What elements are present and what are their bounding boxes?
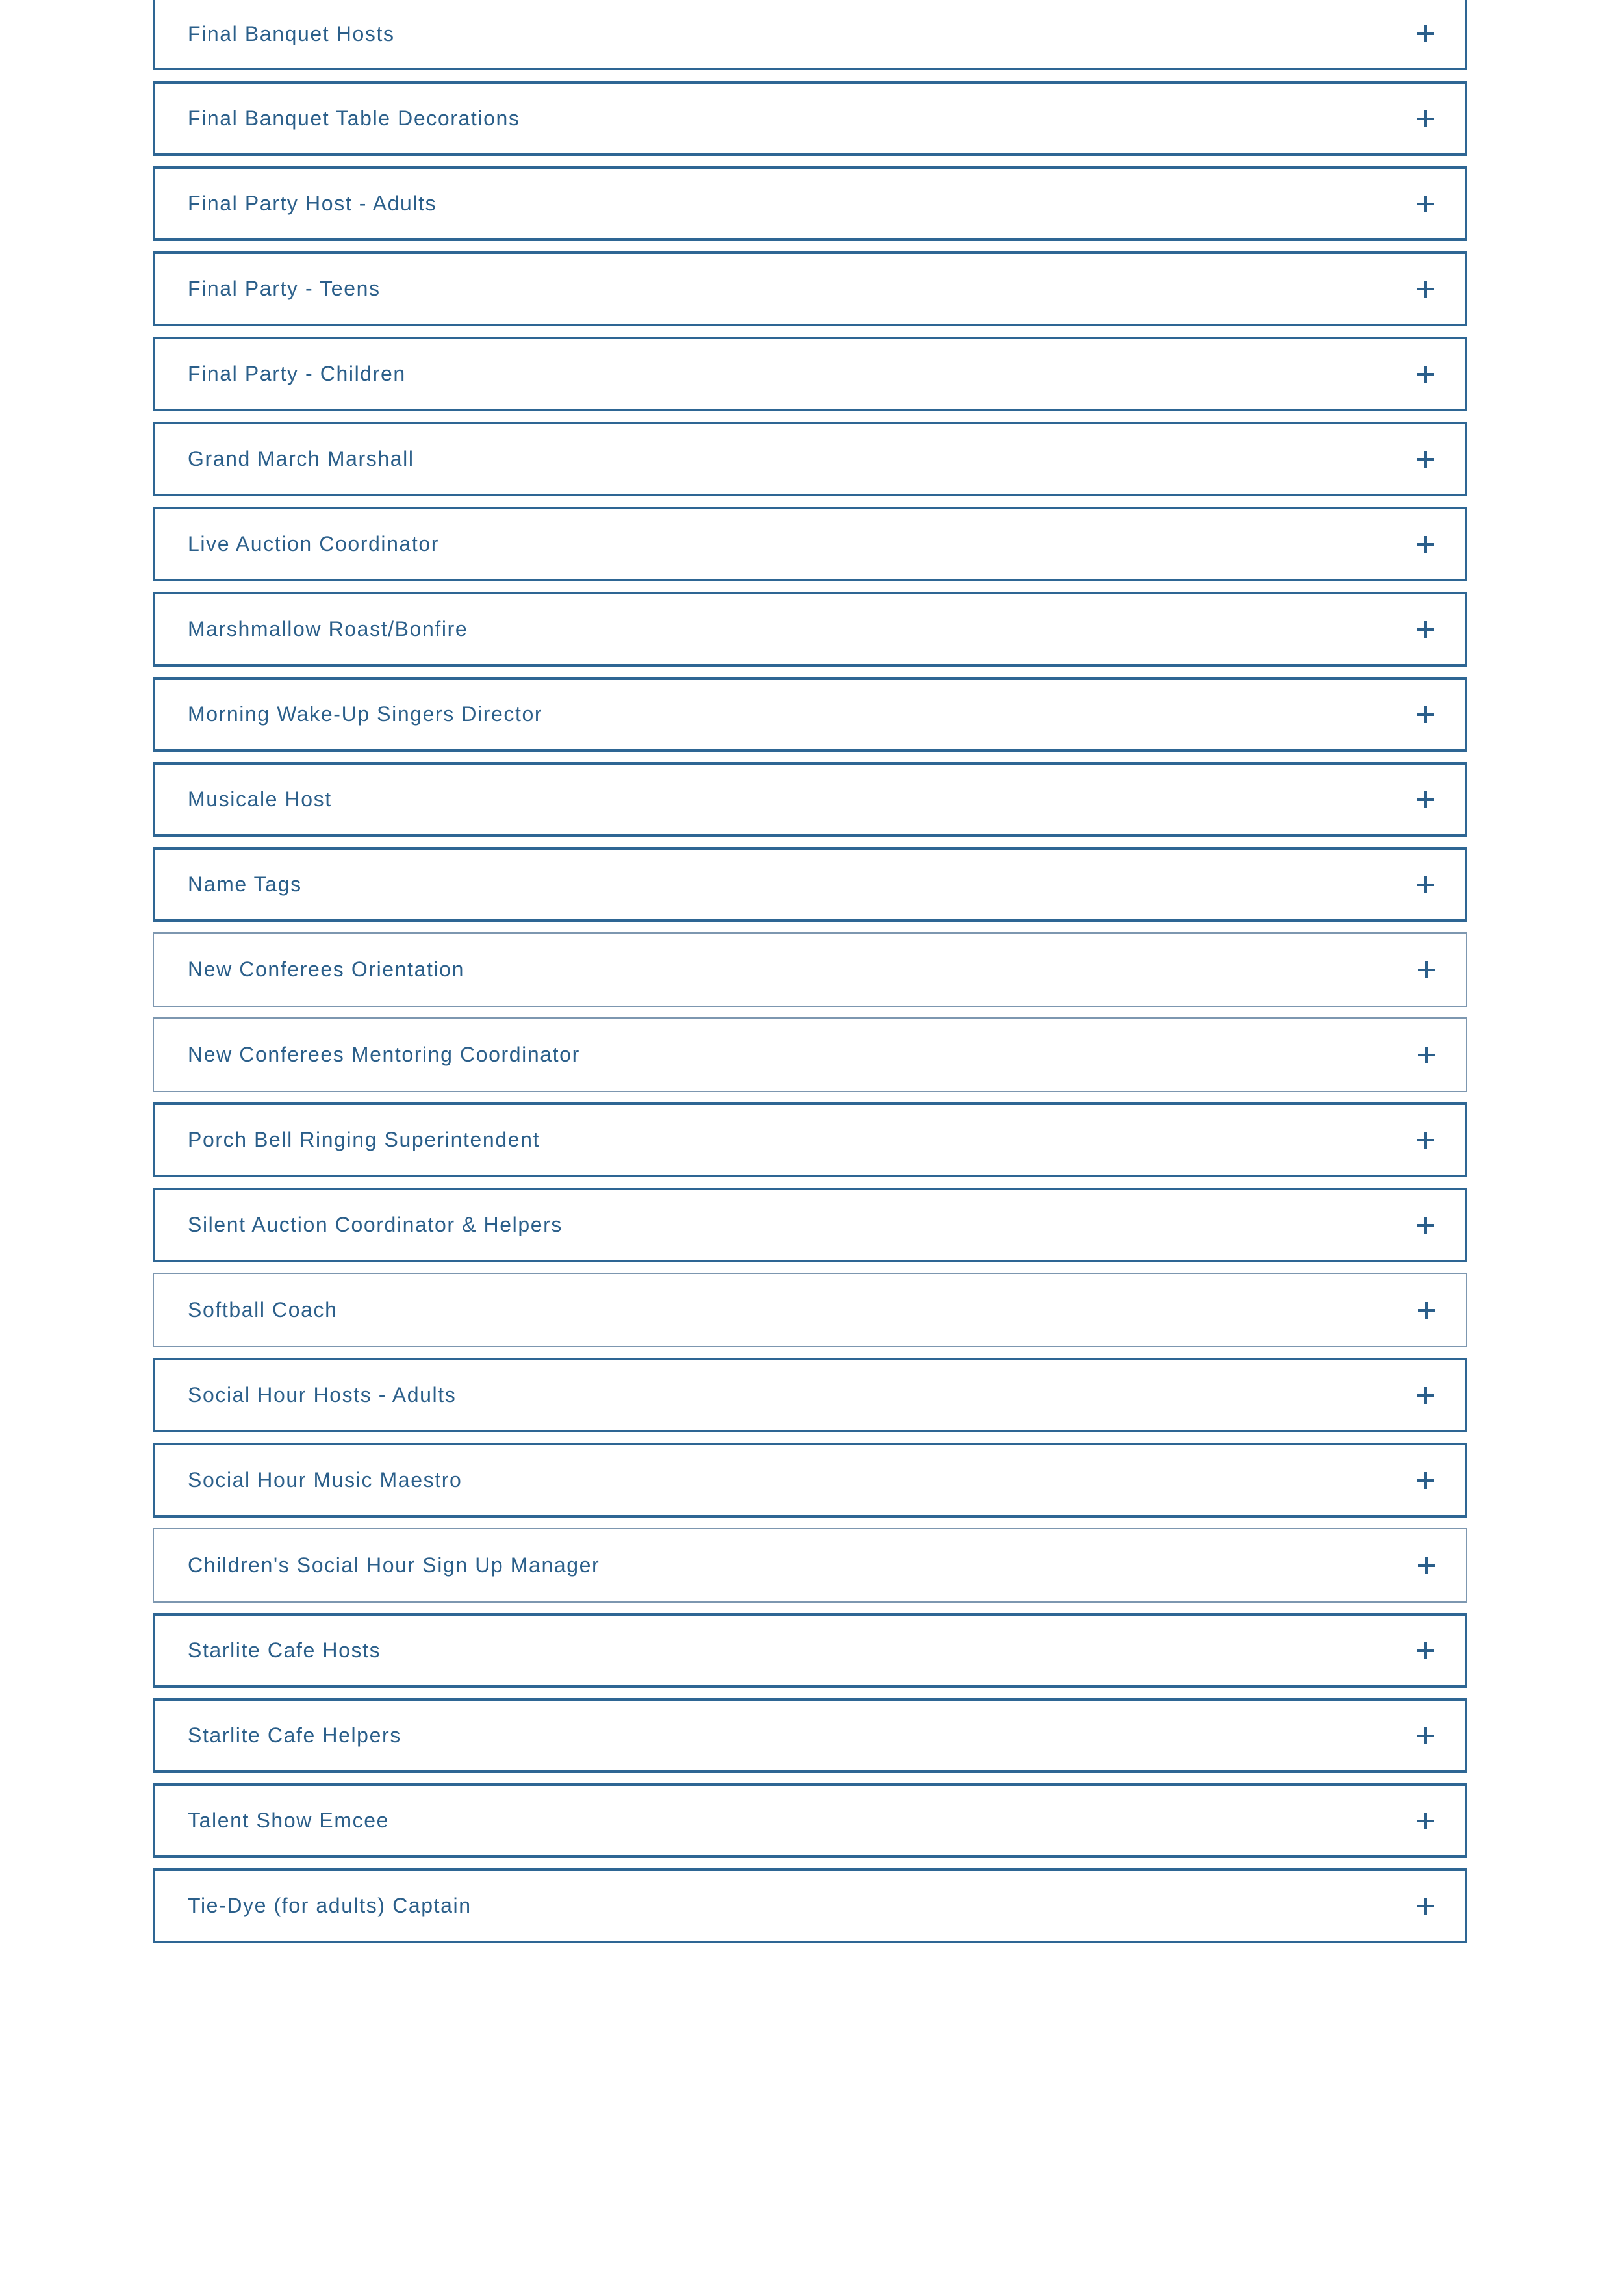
plus-icon[interactable] xyxy=(1417,366,1434,383)
plus-icon[interactable] xyxy=(1417,1727,1434,1744)
accordion-item-label: Grand March Marshall xyxy=(188,447,414,470)
plus-icon[interactable] xyxy=(1417,1387,1434,1404)
accordion-item-final-party-teens[interactable] xyxy=(153,251,1467,326)
plus-icon[interactable] xyxy=(1417,196,1434,212)
accordion-item-label: Children's Social Hour Sign Up Manager xyxy=(188,1553,600,1577)
plus-icon[interactable] xyxy=(1417,1898,1434,1915)
accordion-item-starlite-cafe-helpers[interactable] xyxy=(153,1698,1467,1773)
plus-icon[interactable] xyxy=(1417,1642,1434,1659)
accordion-item-social-hour-music-maestro[interactable] xyxy=(153,1443,1467,1518)
accordion-item-final-banquet-table-decorations[interactable] xyxy=(153,81,1467,156)
accordion-item-label: Silent Auction Coordinator & Helpers xyxy=(188,1213,563,1236)
plus-icon[interactable] xyxy=(1417,281,1434,298)
accordion-item-talent-show-emcee[interactable] xyxy=(153,1783,1467,1858)
accordion-item-final-banquet-hosts[interactable] xyxy=(153,0,1467,70)
accordion-item-label: Softball Coach xyxy=(188,1298,338,1321)
plus-icon[interactable] xyxy=(1417,1813,1434,1829)
accordion-item-label: Final Banquet Table Decorations xyxy=(188,107,520,130)
accordion-item-tie-dye-for-adults-captain[interactable] xyxy=(153,1868,1467,1943)
plus-icon[interactable] xyxy=(1418,961,1435,978)
plus-icon[interactable] xyxy=(1417,706,1434,723)
accordion-item-label: Live Auction Coordinator xyxy=(188,532,440,555)
accordion-item-starlite-cafe-hosts[interactable] xyxy=(153,1613,1467,1688)
accordion-item-label: Porch Bell Ringing Superintendent xyxy=(188,1128,540,1151)
accordion-item-label: Starlite Cafe Helpers xyxy=(188,1724,401,1747)
plus-icon[interactable] xyxy=(1417,536,1434,553)
plus-icon[interactable] xyxy=(1417,1132,1434,1149)
accordion-item-musicale-host[interactable] xyxy=(153,762,1467,837)
accordion-item-softball-coach[interactable] xyxy=(153,1273,1467,1347)
accordion-item-label: Final Banquet Hosts xyxy=(188,21,395,45)
accordion-item-live-auction-coordinator[interactable] xyxy=(153,507,1467,581)
plus-icon[interactable] xyxy=(1417,791,1434,808)
accordion-item-final-party-host-adults[interactable] xyxy=(153,166,1467,241)
accordion-item-new-conferees-mentoring-coordinator[interactable] xyxy=(153,1017,1467,1092)
plus-icon[interactable] xyxy=(1417,1217,1434,1234)
accordion-item-label: Marshmallow Roast/Bonfire xyxy=(188,617,468,641)
accordion-item-label: Final Party - Teens xyxy=(188,277,381,300)
accordion-item-grand-march-marshall[interactable] xyxy=(153,422,1467,496)
plus-icon[interactable] xyxy=(1418,1302,1435,1319)
accordion-item-final-party-children[interactable] xyxy=(153,337,1467,411)
accordion-item-marshmallow-roast-bonfire[interactable] xyxy=(153,592,1467,667)
plus-icon[interactable] xyxy=(1417,621,1434,638)
accordion-item-label: Tie-Dye (for adults) Captain xyxy=(188,1894,472,1917)
accordion-item-label: New Conferees Mentoring Coordinator xyxy=(188,1043,580,1066)
plus-icon[interactable] xyxy=(1417,25,1434,42)
accordion-item-new-conferees-orientation[interactable] xyxy=(153,932,1467,1007)
accordion-item-childrens-social-hour-sign-up-manager[interactable] xyxy=(153,1528,1467,1603)
accordion-item-label: New Conferees Orientation xyxy=(188,958,464,981)
accordion-item-social-hour-hosts-adults[interactable] xyxy=(153,1358,1467,1432)
accordion-item-label: Name Tags xyxy=(188,872,302,896)
accordion-item-morning-wake-up-singers-director[interactable] xyxy=(153,677,1467,752)
plus-icon[interactable] xyxy=(1417,876,1434,893)
accordion-item-label: Final Party - Children xyxy=(188,362,406,385)
plus-icon[interactable] xyxy=(1418,1047,1435,1063)
accordion-item-label: Talent Show Emcee xyxy=(188,1809,390,1832)
accordion-item-porch-bell-ringing-superintendent[interactable] xyxy=(153,1102,1467,1177)
accordion-item-label: Social Hour Hosts - Adults xyxy=(188,1383,457,1407)
accordion-item-silent-auction-coordinator-helpers[interactable] xyxy=(153,1188,1467,1262)
accordion-item-label: Musicale Host xyxy=(188,787,332,811)
accordion-item-label: Starlite Cafe Hosts xyxy=(188,1638,381,1662)
plus-icon[interactable] xyxy=(1418,1557,1435,1574)
plus-icon[interactable] xyxy=(1417,1472,1434,1489)
plus-icon[interactable] xyxy=(1417,110,1434,127)
plus-icon[interactable] xyxy=(1417,451,1434,468)
accordion-item-name-tags[interactable] xyxy=(153,847,1467,922)
accordion-item-label: Social Hour Music Maestro xyxy=(188,1468,463,1492)
volunteer-roles-accordion xyxy=(153,0,1467,1954)
accordion-item-label: Morning Wake-Up Singers Director xyxy=(188,702,543,726)
accordion-item-label: Final Party Host - Adults xyxy=(188,192,437,215)
